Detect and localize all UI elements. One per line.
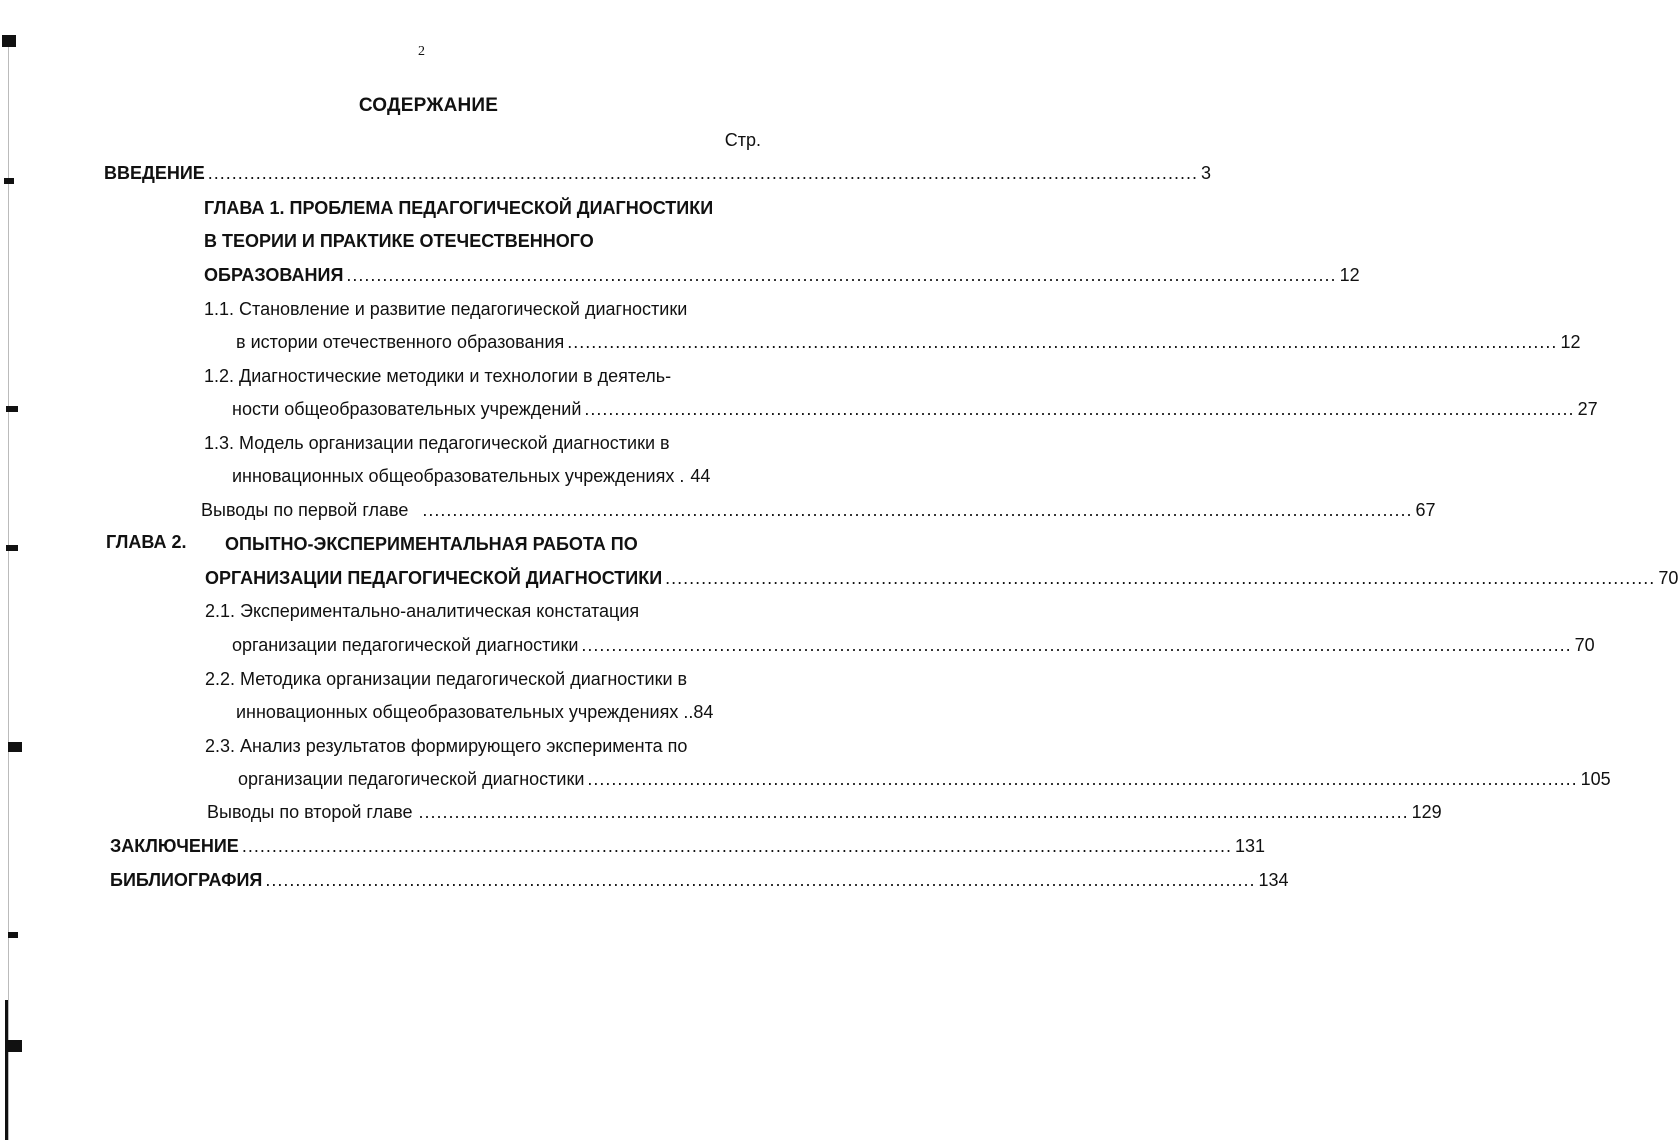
toc-page: 12 [1560, 332, 1581, 352]
toc-entry-chapter-1-conclusions[interactable] [201, 498, 1436, 522]
toc-entry-conclusion[interactable] [110, 834, 1266, 858]
leader-dots: ..................................................................................................................................................................... [665, 568, 1656, 588]
leader-dots: ..................................................................................................................................................................... [265, 870, 1256, 890]
toc-section-2-2-line[interactable]: 2.2. Методика организации педагогической диагностики в [205, 669, 688, 689]
toc-label: в истории отечественного образования [236, 332, 565, 352]
scan-artifact [8, 932, 18, 938]
toc-entry-section-1-2[interactable] [232, 397, 1598, 421]
toc-label: ЗАКЛЮЧЕНИЕ [110, 836, 239, 856]
toc-section-1-1-line[interactable]: 1.1. Становление и развитие педагогической диагностики [204, 299, 688, 319]
toc-entry-intro[interactable] [104, 161, 1211, 185]
toc-label: Выводы по первой главе [201, 500, 409, 520]
leader-dots: ..................................................................................................................................................................... [418, 802, 1409, 822]
leader-dots: ..................................................................................................................................................................... [346, 265, 1337, 285]
toc-chapter-2-label[interactable]: ГЛАВА 2. [106, 532, 187, 552]
leader-dots: ..................................................................................................................................................................... [587, 769, 1578, 789]
toc-page: 3 [1200, 163, 1211, 183]
toc-section-1-3-line[interactable]: 1.3. Модель организации педагогической диагностики в [204, 433, 670, 453]
toc-label: инновационных общеобразовательных учреждениях . [232, 466, 685, 486]
toc-page: 129 [1411, 802, 1442, 822]
scan-artifact [6, 1040, 22, 1052]
toc-page: 27 [1577, 399, 1598, 419]
leader-dots: ..................................................................................................................................................................... [584, 399, 1575, 419]
toc-page: 134 [1258, 870, 1289, 890]
toc-entry-chapter-2[interactable] [205, 566, 1678, 590]
toc-page: 131 [1234, 836, 1266, 856]
pages-column-header: Стр. [724, 130, 761, 150]
leader-dots: ..................................................................................................................................................................... [422, 500, 1413, 520]
toc-page: 70 [1574, 635, 1595, 655]
page-number: 2 [418, 44, 425, 59]
leader-dots: ..................................................................................................................................................................... [581, 635, 1572, 655]
toc-page: 70 [1658, 568, 1678, 588]
scan-artifact [6, 406, 18, 412]
toc-label: ВВЕДЕНИЕ [104, 163, 205, 183]
toc-page: 67 [1415, 500, 1436, 520]
toc-entry-section-2-3[interactable] [238, 767, 1611, 791]
toc-entry-section-2-2[interactable] [236, 700, 751, 724]
toc-page: 44 [690, 466, 711, 486]
scan-artifact [4, 178, 14, 184]
scan-artifact [2, 35, 16, 47]
toc-entry-section-1-3[interactable] [232, 464, 747, 488]
toc-entry-chapter-2-conclusions[interactable] [207, 800, 1442, 824]
page-title: СОДЕРЖАНИЕ [358, 95, 499, 116]
toc-label: ОРГАНИЗАЦИИ ПЕДАГОГИЧЕСКОЙ ДИАГНОСТИКИ [205, 568, 663, 588]
toc-entry-chapter-1[interactable] [204, 263, 1360, 287]
toc-page: 12 [1339, 265, 1360, 285]
toc-label: инновационных общеобразовательных учреждениях .. [236, 702, 694, 722]
scan-artifact [8, 742, 22, 752]
toc-page: 84 [693, 702, 714, 722]
leader-dots: ..................................................................................................................................................................... [567, 332, 1558, 352]
toc-label: организации педагогической диагностики [232, 635, 579, 655]
leader-dots: ..................................................................................................................................................................... [241, 836, 1232, 856]
toc-label: ности общеобразовательных учреждений [232, 399, 582, 419]
toc-section-2-1-line[interactable]: 2.1. Экспериментально-аналитическая констатация [205, 601, 640, 621]
leader-dots: ..................................................................................................................................................................... [207, 163, 1198, 183]
scan-edge-line [8, 40, 9, 1140]
toc-section-1-2-line[interactable]: 1.2. Диагностические методики и технологии в деятель- [204, 366, 672, 386]
scan-artifact [6, 545, 18, 551]
toc-label: БИБЛИОГРАФИЯ [110, 870, 263, 890]
toc-chapter-1-title-line[interactable]: ГЛАВА 1. ПРОБЛЕМА ПЕДАГОГИЧЕСКОЙ ДИАГНОСТИКИ [204, 198, 714, 218]
scan-artifact [5, 1000, 8, 1140]
toc-label: ОБРАЗОВАНИЯ [204, 265, 344, 285]
toc-entry-bibliography[interactable] [110, 868, 1289, 892]
toc-label: организации педагогической диагностики [238, 769, 585, 789]
toc-entry-section-1-1[interactable] [236, 330, 1581, 354]
toc-label: Выводы по второй главе [207, 802, 413, 822]
toc-chapter-1-title-line[interactable]: В ТЕОРИИ И ПРАКТИКЕ ОТЕЧЕСТВЕННОГО [204, 231, 594, 251]
toc-page: 105 [1580, 769, 1611, 789]
toc-chapter-2-title-line[interactable]: ОПЫТНО-ЭКСПЕРИМЕНТАЛЬНАЯ РАБОТА ПО [225, 534, 638, 554]
toc-section-2-3-line[interactable]: 2.3. Анализ результатов формирующего эксперимента по [205, 736, 688, 756]
toc-entry-section-2-1[interactable] [232, 633, 1595, 657]
